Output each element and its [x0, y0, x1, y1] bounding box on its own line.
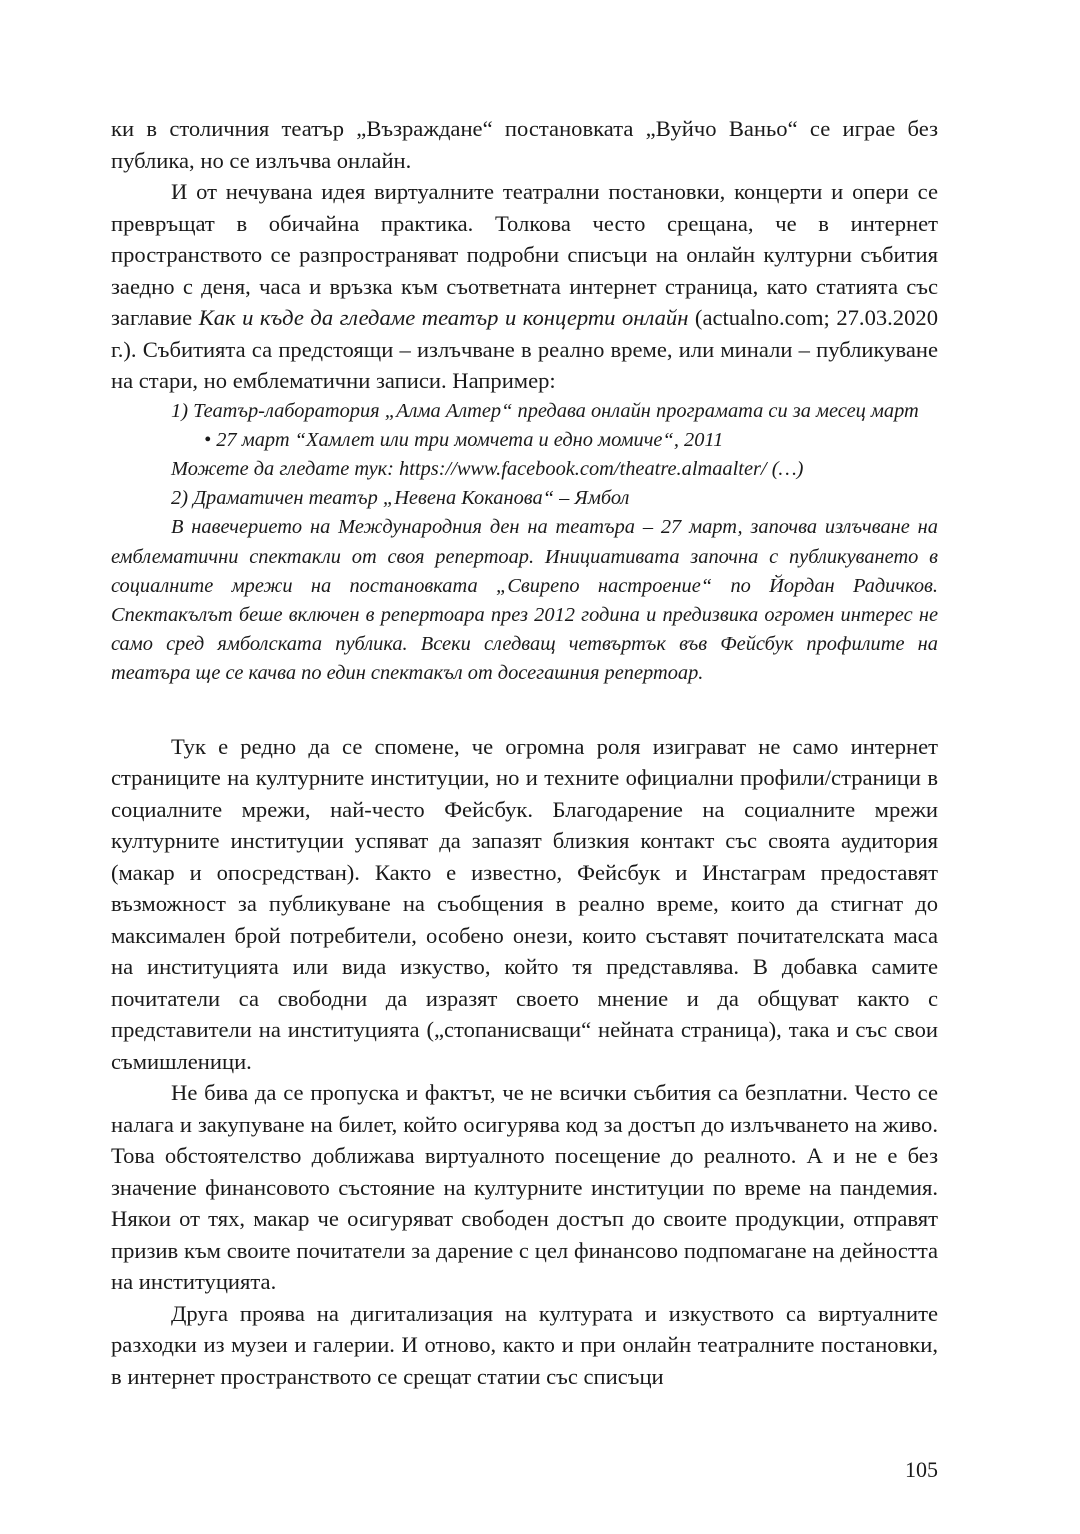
- paragraph-paid-events: Не бива да се пропуска и фактът, че не всички събития са безплатни. Често се налага и закупуване на билет, който осигурява код за достъп до излъчването на живо. Това обстоятелство доближава виртуалното посещение до реалното. А и не е без значение финансовото състояние на културните институции по време на пандемия. Някои от тях, макар че осигуряват свободен достъп до своите продукции, отправят призив към своите почитатели за дарение с цел финансово подпомагане на дейността на институцията.: [111, 1080, 938, 1295]
- section-spacer: [111, 689, 938, 731]
- page-number: 105: [905, 1457, 938, 1482]
- quoted-listing: [111, 397, 938, 689]
- paragraph-virtual-museums: Друга проява на дигитализация на културата и изкуството са виртуалните разходки из музеи и галерии. И отново, както и при онлайн театралните постановки, в интернет пространството се срещат статии със списъци: [111, 1300, 938, 1389]
- quote-description: В навечерието на Международния ден на театъра – 27 март, започва излъчване на емблематични спектакли от своя репертоар. Инициативата започна с публикуването в социалните мрежи на постановката „Свирепо настроение“ по Йордан Радичков. Спектакълът беше включен в репертоара през 2012 година и предизвика огромен интерес не само сред ямболската публика. Всеки следващ четвъртък във Фейсбук профилите на театъра ще се качва по един спектакъл от досегашния репертоар.: [111, 516, 938, 685]
- paragraph-continued: ки в столичния театър „Възраждане“ постановката „Вуйчо Ваньо“ се играе без публика, но се излъчва онлайн.: [111, 116, 938, 173]
- paragraph-social-media: Тук е редно да се спомене, че огромна роля изиграват не само интернет страниците на културните институции, но и техните официални профили/страници в социалните мрежи, най-често Фейсбук. Благодарение на социалните мрежи културните институции успяват да запазят близкия контакт със своята аудитория (макар и опосредстван). Както е известно, Фейсбук и Инстаграм предоставят възможност за публикуване на съобщения в реално време, които да стигнат до максимален брой потребители, особено онези, които съставят почитателската маса на институцията или вида изкуство, който тя представлява. В добавка самите почитатели са свободни да изразят своето мнение и да общуват както с представители на институцията („стопанисващи“ нейната страница), така и със свои съмишленици.: [111, 733, 938, 1074]
- paragraph-online-performances: И от нечувана идея виртуалните театрални постановки, концерти и опери се превръщат в обичайна практика. Толкова често срещана, че в интернет пространството се разпространяват подробни списъци на онлайн културни събития заедно с деня, часа и връзка към съответната интернет страница, като статията със заглавие Как и къде да гледаме театър и концерти онлайн (actualno.com; 27.03.2020 г.). Събитията са предстоящи – излъчване в реално време, или минали – публикуване на стари, но емблематични записи. Например:: [111, 179, 938, 393]
- quote-bullet-hamlet: • 27 март “Хамлет или три момчета и едно момиче“, 2011: [204, 428, 724, 451]
- article-title: Как и къде да гледаме театър и концерти онлайн: [198, 305, 689, 330]
- quote-item-alma-alter: 1) Театър-лаборатория „Алма Алтер“ предава онлайн програмата си за месец март: [171, 399, 919, 422]
- quote-item-yambol: 2) Драматичен театър „Невена Коканова“ – Ямбол: [171, 487, 630, 510]
- page-body: [111, 113, 938, 1392]
- quote-link-line: Можете да гледате тук: https://www.facebook.com/theatre.almaalter/ (…): [171, 457, 804, 480]
